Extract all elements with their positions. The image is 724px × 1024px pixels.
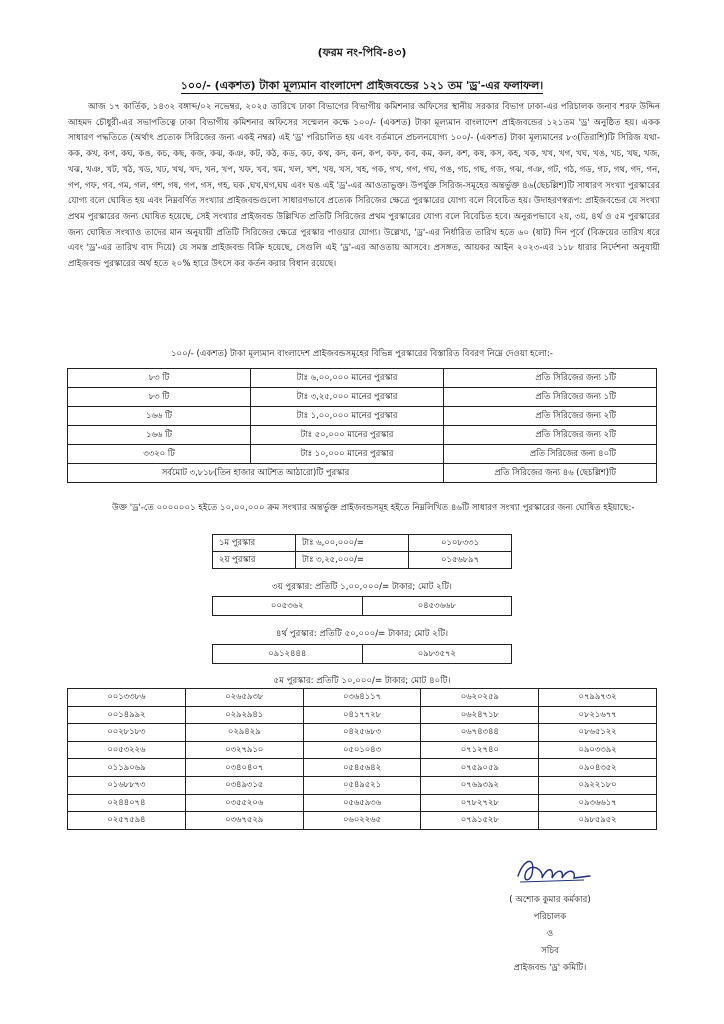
prize-number: ০৬২৪৭১৮ — [421, 706, 539, 724]
table-row — [68, 724, 657, 742]
table-row — [213, 645, 512, 664]
prize-value: টাঃ ৫০,০০০ মানের পুরস্কার — [251, 426, 444, 445]
table-row — [68, 388, 657, 407]
table-row — [68, 741, 657, 759]
prize-summary-table — [67, 368, 657, 483]
prize-number: ০৫৪৫৬৪২ — [303, 759, 421, 777]
prize-number: ০৭৬৯৩৯২ — [421, 776, 539, 794]
prize-number: ০৪৫৩৬৬৮ — [362, 597, 512, 616]
prize-rank: ২য় পুরস্কার — [213, 552, 296, 569]
signature-image — [514, 852, 594, 892]
signatory-title: পরিচালক — [533, 912, 567, 922]
prize-rank: ১ম পুরস্কার — [213, 535, 296, 552]
table-row — [68, 445, 657, 464]
prize-number: ০২৫৭৫৯৪ — [68, 812, 186, 830]
prize-number: ০২৪৪০৭৪ — [68, 794, 186, 812]
prize-total-label: সর্বমোট ৩,৮১৮(তিন হাজার আটশত আঠারো)টি পুরস্কার — [68, 464, 444, 483]
prize-number: ০৬৭৪৩৪৪ — [421, 724, 539, 742]
prize-number: ০২৯৪২৯ — [185, 724, 303, 742]
prize-number: ০৭১২৭৪০ — [421, 741, 539, 759]
prize-number: ০৯০৩৩৯২ — [539, 741, 657, 759]
fifth-prize-caption: ৫ম পুরস্কার: প্রতিটি ১০,০০০/= টাকার; মোট ৪০টি। — [273, 676, 451, 686]
prize-count: ৮৩ টি — [68, 369, 251, 388]
prize-number: ০৩২৭৯১০ — [185, 741, 303, 759]
prize-number: ০৫০১০৪৩ — [303, 741, 421, 759]
prize-number: ০৫৪৯৫২১ — [303, 776, 421, 794]
prize-number: ০২৬৫৯৩৮ — [185, 689, 303, 707]
prize-number: ০৩৫৫২০৬ — [185, 794, 303, 812]
prize-total-per-series: প্রতি সিরিজের জন্য ৪৬ (ছেচল্লিশ)টি — [444, 464, 657, 483]
prize-count: ৩৩২০ টি — [68, 445, 251, 464]
prize-number: ০৩৪০৪০৭ — [185, 759, 303, 777]
prize-number: ০৫৬৫৯৩৬ — [303, 794, 421, 812]
prize-number: ০৯১২৪৪৪ — [213, 645, 363, 664]
prize-intro: ১০০/- (একশত) টাকা মূল্যমান বাংলাদেশ প্রাইজবন্ডসমূহের বিভিন্ন পুরস্কারের বিস্তারিত বিবরণ নিম্নে দেওয়া হলো:- — [170, 349, 554, 359]
prize-number: ০০৫৩৬২ — [213, 597, 363, 616]
prize-number: ০০৫৩২২৬ — [68, 741, 186, 759]
prize-number: ০৮২১৬৭৭ — [539, 706, 657, 724]
prize-count: ১৬৬ টি — [68, 407, 251, 426]
prize-number: ০২৯২৯৪১ — [185, 706, 303, 724]
prize-number: ০৯২২১৮০ — [539, 776, 657, 794]
prize-number: ০৩৪৯৩১৫ — [185, 776, 303, 794]
form-number: (ফরম নং-পিবি-৪৩) — [317, 46, 407, 59]
prize-number: ০৬২০২৫৯ — [421, 689, 539, 707]
prize-number: ০৯৮৩৫৭২ — [362, 645, 512, 664]
prize-number: ০৮৬৫১২২ — [539, 724, 657, 742]
prize-number: ০০২৮১৮৩ — [68, 724, 186, 742]
document-title-text: ১০০/- (একশত) টাকা মূল্যমান বাংলাদেশ প্রাইজবন্ডের ১২১ তম 'ড্র'-এর ফলাফল। — [180, 79, 544, 92]
prize-number: ০৩৬৪১১৭ — [303, 689, 421, 707]
table-row — [68, 706, 657, 724]
prize-per-series: প্রতি সিরিজের জন্য ২টি — [444, 407, 657, 426]
table-row — [68, 759, 657, 777]
prize-number: ০০১৩৩৮৬ — [68, 689, 186, 707]
table-row — [68, 776, 657, 794]
table-row — [68, 689, 657, 707]
third-prize-caption: ৩য় পুরস্কার: প্রতিটি ১,০০,০০০/= টাকার; মোট ২টি। — [272, 582, 452, 592]
prize-amount: টাঃ ৬,০০,০০০/= — [296, 535, 409, 552]
fifth-prize-table — [67, 688, 657, 830]
table-row — [68, 407, 657, 426]
table-row — [213, 597, 512, 616]
table-row — [213, 535, 512, 552]
prize-number: ০১৫৬৮৯৭ — [409, 552, 512, 569]
prize-number: ০৪১৭৭২৮ — [303, 706, 421, 724]
prize-per-series: প্রতি সিরিজের জন্য ২টি — [444, 426, 657, 445]
signatory-role: সচিব — [541, 946, 559, 956]
document-title — [0, 77, 724, 96]
table-row — [68, 426, 657, 445]
prize-number: ০৭৯১৫২৮ — [421, 812, 539, 830]
fourth-prize-caption: ৪র্থ পুরস্কার: প্রতিটি ৫০,০০০/= টাকার; মোট ২টি। — [275, 629, 449, 639]
prize-number: ০৬০২২৬৫ — [303, 812, 421, 830]
prize-per-series: প্রতি সিরিজের জন্য ১টি — [444, 388, 657, 407]
prize-value: টাঃ ৬,০০,০০০ মানের পুরস্কার — [251, 369, 444, 388]
prize-number: ০১০৮৩৩১ — [409, 535, 512, 552]
prize-number: ০১১৯০৬৯ — [68, 759, 186, 777]
prize-per-series: প্রতি সিরিজের জন্য ১টি — [444, 369, 657, 388]
table-row — [68, 812, 657, 830]
prize-number: ০৭৮২৭২৮ — [421, 794, 539, 812]
signatory-committee: প্রাইজবন্ড 'ড্র' কমিটি। — [513, 963, 587, 973]
signatory-name: ( অশোক কুমার কর্মকার) — [509, 895, 591, 905]
prize-value: টাঃ ১,০০,০০০ মানের পুরস্কার — [251, 407, 444, 426]
main-paragraph: আজ ১৭ কার্তিক, ১৪৩২ বঙ্গাব্দ/০২ নভেম্বর, ২০২৫ তারিখে ঢাকা বিভাগের বিভাগীয় কমিশনার অফিসের স্থানীয় সরকার বিভাগ ঢাকা-এর পরিচালক জনাব শরফ উদ্দিন আহমদ চৌধুরী-এর সভাপতিত্বে ঢাকা বিভাগীয় কমিশনার অফিসের সম্মেলন কক্ষে ১০০/- (একশত) টাকা মূল্যমান বাংলাদেশ প্রাইজবন্ডের ১২১তম 'ড্র' অনুষ্ঠিত হয়। একক সাধারণ পদ্ধতিতে (অর্থাৎ প্রত্যেক সিরিজের জন্য একই নম্বর) এই 'ড্র' পরিচালিত হয় এবং বর্তমানে প্রচলনযোগ্য ১০০/- (একশত) টাকা মূল্যমানের ৮৩(তিরাশি)টি সিরিজ যথা- কক, কখ, কগ, কঘ, কঙ, কচ, কছ, কজ, কঝ, কঞ, কট, কঠ, কড, কঢ, কথ, কদ, কন, কপ, কফ, কব, কম, কল, কশ, কষ, কস, কহ, খক, খখ, খগ, খঘ, খঙ, খচ, খছ, খজ, খঝ, খঞ, খট, খঠ, খড, খঢ, খথ, খদ, খন, খপ, খফ, খব, খম, খল, খশ, খষ, খস, খহ, গক, গখ, গগ, গঘ, গঙ, গচ, গছ, গজ, গঝ, গঞ, গট, গঠ, গড, গঢ, গথ, গদ, গন, গপ, গফ, গব, গম, গল, গশ, গষ, গপ, গস, গহ, ঘক ,ঘখ,ঘগ,ঘঘ এবং ঘঙ এই 'ড্র'-এর আওতাভুক্ত। উপর্যুক্ত সিরিজ-সমূহের অন্তর্ভুক্ত ৪৬(ছেচল্লিশ)টি সাধারণ সংখ্যা পুরস্কারের যোগ্য বলে ঘোষিত হয় এবং নিম্নবর্ণিত সংখ্যার প্রাইজবন্ডগুলো সাধারণভাবে প্রত্যেক সিরিজের ক্ষেত্রে পুরস্কারের যোগ্য বলে বিবেচিত হয়। উদাহরণস্বরূপ: প্রাইজবন্ডের যে সংখ্যা প্রথম পুরস্কারের জন্য ঘোষিত হয়েছে, সেই সংখ্যার প্রাইজবন্ড উল্লিখিত প্রতিটি সিরিজের প্রথম পুরস্কারের যোগ্য বলে বিবেচিত হবে। অনুরূপভাবে ২য়, ৩য়, ৪র্থ ও ৫ম পুরস্কারের জন্য ঘোষিত সংখ্যাও তাদের মান অনুযায়ী প্রতিটি সিরিজের ক্ষেত্রে পুরস্কার পাওয়ার যোগ্য। উল্লেখ্য, 'ড্র'-এর নির্ধারিত তারিখ হতে ৬০ (ষাট) দিন পূর্বে (বিক্রয়ের তারিখ ধরে এবং 'ড্র'-এর তারিখ বাদ দিয়ে) যে সমস্ত প্রাইজবন্ড বিক্রি হয়েছে, সেগুলি এই 'ড্র'-এর আওতায় আসবে। প্রসঙ্গত, আয়কর আইন ২০২৩-এর ১১৮ ধারার নির্দেশনা অনুযায়ী প্রাইজবন্ড পুরস্কারের অর্থ হতে ২০% হারে উৎসে কর কর্তন করার বিধান রয়েছে। — [68, 102, 660, 270]
table-row — [213, 552, 512, 569]
table-row-total — [68, 464, 657, 483]
prize-value: টাঃ ১০,০০০ মানের পুরস্কার — [251, 445, 444, 464]
prize-number: ০৩৬৭৫২৯ — [185, 812, 303, 830]
signatory-conjunction: ও — [546, 929, 554, 939]
table-row — [68, 794, 657, 812]
prize-amount: টাঃ ৩,২৫,০০০/= — [296, 552, 409, 569]
top-prizes-table — [212, 534, 512, 569]
signature-block — [470, 892, 630, 977]
prize-count: ৮৩ টি — [68, 388, 251, 407]
prize-number: ০৪২৫৬৮৩ — [303, 724, 421, 742]
prize-number: ০৭৯৯৭৩২ — [539, 689, 657, 707]
prize-number: ০১৬৮৮৭৩ — [68, 776, 186, 794]
prize-number: ০০১৪৯৯২ — [68, 706, 186, 724]
prize-number: ০৯৩৬৬১৭ — [539, 794, 657, 812]
third-prize-table — [212, 596, 512, 616]
prize-count: ১৬৬ টি — [68, 426, 251, 445]
table-row — [68, 369, 657, 388]
prize-per-series: প্রতি সিরিজের জন্য ৪০টি — [444, 445, 657, 464]
prize-value: টাঃ ৩,২৫,০০০ মানের পুরস্কার — [251, 388, 444, 407]
prize-number: ০৯৮৫৯৫২ — [539, 812, 657, 830]
prize-number: ০৭৫৯০৫৯ — [421, 759, 539, 777]
prize-number: ০৯০৪৩৫২ — [539, 759, 657, 777]
fourth-prize-table — [212, 644, 512, 664]
draw-paragraph: উক্ত 'ড্র'-তে ০০০০০০১ হইতে ১০,০০,০০০ ক্রম সংখ্যার অন্তর্ভুক্ত প্রাইজবন্ডসমূহ হইতে নিম্নলিখিত ৪৬টি সাধারণ সংখ্যা পুরস্কারের জন্য ঘোষিত হইয়াছে:- — [112, 503, 635, 513]
